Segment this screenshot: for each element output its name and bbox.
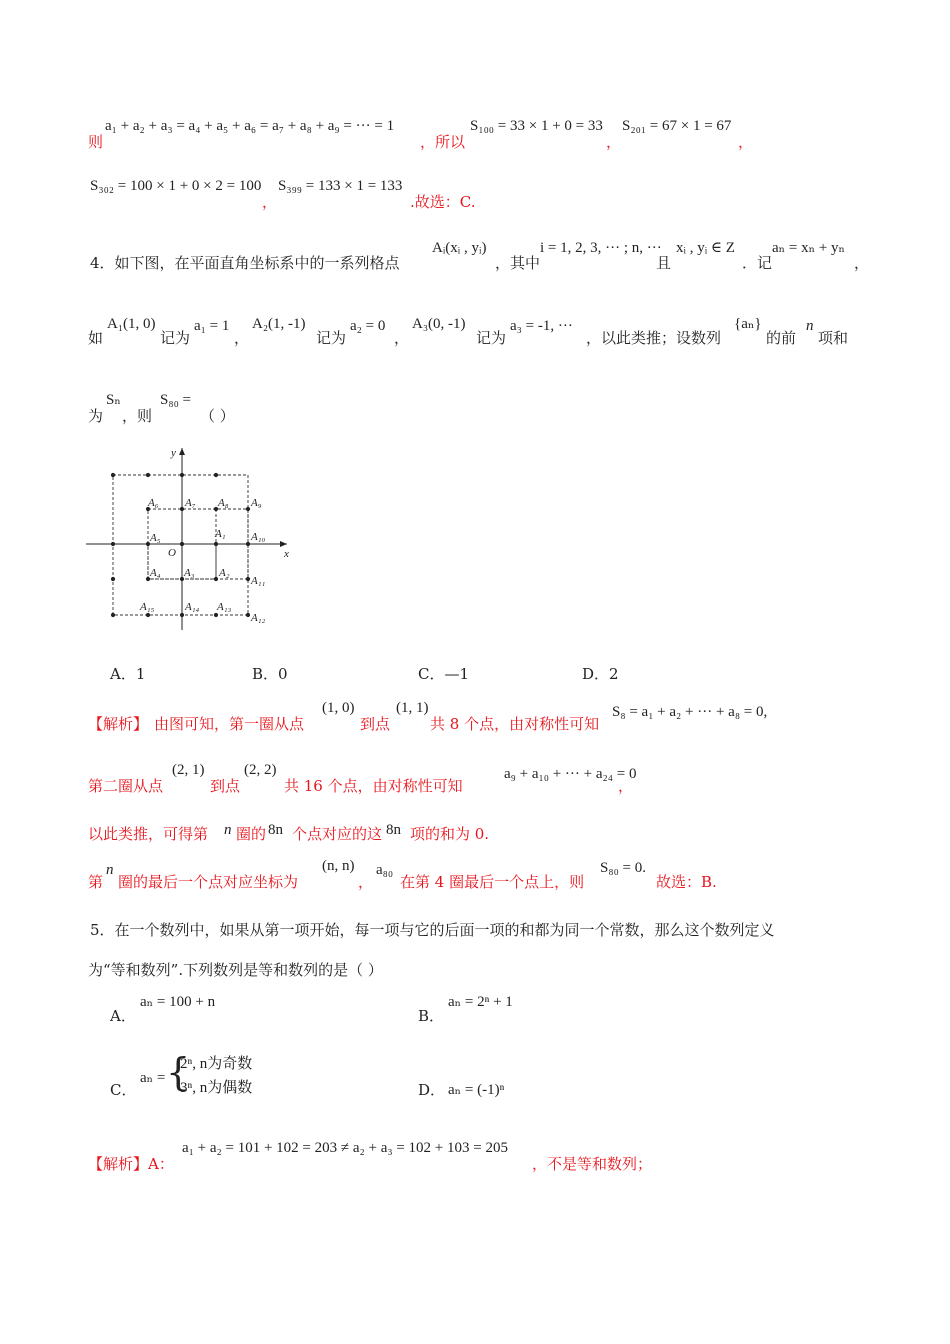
point-label-a4: A₄ (150, 567, 161, 579)
q4-analysis-l2-pt2: (2, 2) (244, 762, 277, 778)
q5-option-c-case2: 3ⁿ, n为偶数 (180, 1080, 253, 1096)
q3-then-label: 则 (88, 133, 104, 151)
q4-analysis-l4-nn: (n, n) (322, 858, 355, 874)
q3-formula-s201: S₂₀₁ = 67 × 1 = 67 (622, 118, 732, 134)
q4-analysis-l2-text1: 第二圈从点 (88, 777, 164, 795)
q5-option-d-label: D． (418, 1081, 446, 1099)
q4-line2-front: 的前 (766, 329, 797, 347)
q4-analysis-l1-text1: 由图可知，第一圈从点 (154, 715, 305, 733)
q4-stem-where: ，其中 (495, 254, 541, 272)
q4-formula-a3: a₃ = -1, ··· (510, 318, 573, 334)
q3-formula-s399: S₃₉₉ = 133 × 1 = 133 (278, 178, 403, 194)
q4-formula-integer: xᵢ , yᵢ ∈ Z (676, 240, 735, 256)
point-label-a11: A₁₁ (251, 575, 266, 587)
q4-formula-a2-point: A₂(1, -1) (252, 316, 306, 332)
q4-line2-record-2: 记为 (316, 329, 347, 347)
point-label-a6: A₆ (148, 497, 159, 509)
q4-line3-then: ，则 (122, 407, 153, 425)
q5-option-c-label: C． (110, 1081, 137, 1099)
q4-analysis-l3-8n-2: 8n (386, 822, 401, 838)
q4-analysis-l1-text2: 到点 (360, 715, 391, 733)
q4-formula-a3-point: A₃(0, -1) (412, 316, 466, 332)
q5-option-c-brace: { (166, 1050, 191, 1094)
q4-line2-like: 如 (88, 329, 104, 347)
q4-line2-record-1: 记为 (160, 329, 191, 347)
q4-analysis-l4-text4: 在第 4 圈最后一个点上，则 (400, 873, 585, 891)
q5-option-c-lhs: aₙ = (140, 1070, 166, 1086)
q4-line3-as: 为 (88, 407, 104, 425)
q4-option-d: D．2 (582, 665, 619, 683)
q4-analysis-l3-text2: 圈的 (236, 825, 267, 843)
q4-analysis-label: 【解析】 (88, 715, 149, 733)
point-label-a2: A₂ (219, 567, 230, 579)
point-label-a15: A₁₅ (140, 601, 155, 613)
q4-stem-and: 且 (656, 254, 672, 272)
q3-comma-1: ， (606, 133, 622, 151)
q4-line2-comma-1: ， (234, 329, 250, 347)
q4-analysis-l4-n: n (106, 862, 114, 878)
q3-formula-groups: a₁ + a₂ + a₃ = a₄ + a₅ + a₆ = a₇ + a₈ + a₉ = ··· = 1 (105, 118, 395, 134)
fig-x-label: x (284, 548, 289, 560)
point-label-a5: A₅ (150, 532, 161, 544)
q4-analysis-l1-s8: S₈ = a₁ + a₂ + ··· + a₈ = 0, (612, 704, 768, 720)
q4-analysis-l3-text3: 个点对应的这 (292, 825, 383, 843)
q4-formula-sn: Sₙ (106, 392, 121, 408)
q5-analysis-text: ，不是等和数列； (532, 1155, 653, 1173)
q4-formula-index: i = 1, 2, 3, ··· ; n, ··· (540, 240, 662, 256)
q3-comma-2: ， (738, 133, 754, 151)
q4-stem-denote: ．记 (742, 254, 773, 272)
q5-option-a-formula: aₙ = 100 + n (140, 994, 216, 1010)
q4-analysis-l1-text3: 共 8 个点，由对称性可知 (430, 715, 600, 733)
q4-stem-comma: ， (854, 254, 870, 272)
q4-line2-comma-2: ， (394, 329, 410, 347)
q4-formula-s80: S₈₀ = (160, 392, 192, 408)
q4-formula-a1-point: A₁(1, 0) (107, 316, 156, 332)
q4-analysis-l4-answer: 故选：B. (656, 873, 717, 891)
q4-option-a: A．1 (110, 665, 146, 683)
q4-formula-a1: a₁ = 1 (194, 318, 230, 334)
q4-analysis-l4-a80: a₈₀ (376, 862, 394, 878)
q4-formula-a2: a₂ = 0 (350, 318, 386, 334)
q3-comma-3: ， (262, 193, 278, 211)
q4-analysis-l3-n: n (224, 822, 232, 838)
q4-formula-n: n (806, 318, 814, 334)
q4-lattice-figure (82, 440, 302, 636)
point-label-a9: A₉ (251, 497, 262, 509)
q4-option-c: C．—1 (418, 665, 470, 683)
q3-so-text: ，所以 (420, 133, 466, 151)
q4-analysis-l4-text3: ， (358, 873, 374, 891)
point-label-a13: A₁₃ (217, 601, 232, 613)
q4-stem-start: 4．如下图，在平面直角坐标系中的一系列格点 (90, 254, 400, 272)
q5-option-c-case1: 2ⁿ, n为奇数 (180, 1056, 253, 1072)
q4-line2-sum: 项和 (818, 329, 849, 347)
point-label-a8: A₈ (218, 497, 229, 509)
q3-answer: .故选：C. (410, 193, 476, 211)
q4-formula-seq: {aₙ} (734, 316, 762, 332)
q4-answer-blank: （ ） (200, 407, 235, 425)
q4-analysis-l2-pt1: (2, 1) (172, 762, 205, 778)
point-label-a14: A₁₄ (185, 601, 200, 613)
q4-analysis-l3-text4: 项的和为 0. (410, 825, 490, 843)
q5-option-b-formula: aₙ = 2ⁿ + 1 (448, 994, 513, 1010)
q4-formula-an: aₙ = xₙ + yₙ (772, 240, 846, 256)
q5-analysis-label: 【解析】A： (88, 1155, 174, 1173)
q5-option-a-label: A． (110, 1007, 136, 1025)
q4-line2-record-3: 记为 (476, 329, 507, 347)
q4-analysis-l1-pt1: (1, 0) (322, 700, 355, 716)
q5-stem-line2: 为“等和数列”.下列数列是等和数列的是（ ） (88, 961, 383, 979)
q5-analysis-formula: a₁ + a₂ = 101 + 102 = 203 ≠ a₂ + a₃ = 102 + 103 = 205 (182, 1140, 508, 1156)
q4-analysis-l4-text1: 第 (88, 873, 104, 891)
q4-analysis-l2-text4: ， (618, 777, 634, 795)
q4-line2-analogy: ，以此类推；设数列 (586, 329, 722, 347)
point-label-a10: A₁₀ (251, 531, 266, 543)
q4-analysis-l1-pt2: (1, 1) (396, 700, 429, 716)
q4-analysis-l4-s80: S₈₀ = 0. (600, 860, 647, 876)
fig-origin-label: O (168, 547, 176, 559)
q4-analysis-l3-text1: 以此类推，可得第 (88, 825, 209, 843)
q4-formula-point: Aᵢ(xᵢ , yᵢ) (432, 240, 487, 256)
q3-formula-s100: S₁₀₀ = 33 × 1 + 0 = 33 (470, 118, 603, 134)
fig-y-label: y (171, 447, 176, 459)
point-label-a7: A₇ (185, 497, 196, 509)
q4-analysis-l4-text2: 圈的最后一个点对应坐标为 (118, 873, 299, 891)
q5-option-d-formula: aₙ = (-1)ⁿ (448, 1082, 505, 1098)
point-label-a3: A₃ (184, 567, 195, 579)
q5-option-b-label: B． (418, 1007, 445, 1025)
q4-analysis-l2-text2: 到点 (210, 777, 241, 795)
q4-analysis-l2-text3: 共 16 个点，由对称性可知 (284, 777, 463, 795)
q4-analysis-l2-sum: a₉ + a₁₀ + ··· + a₂₄ = 0 (504, 766, 637, 782)
q5-stem-line1: 5．在一个数列中，如果从第一项开始，每一项与它的后面一项的和都为同一个常数，那么这个数列定义 (90, 921, 775, 939)
q4-option-b: B．0 (252, 665, 288, 683)
point-label-a12: A₁₂ (251, 612, 266, 624)
q4-analysis-l3-8n-1: 8n (268, 822, 283, 838)
q3-formula-s302: S₃₀₂ = 100 × 1 + 0 × 2 = 100 (90, 178, 262, 194)
point-label-a1: A₁ (215, 528, 226, 540)
